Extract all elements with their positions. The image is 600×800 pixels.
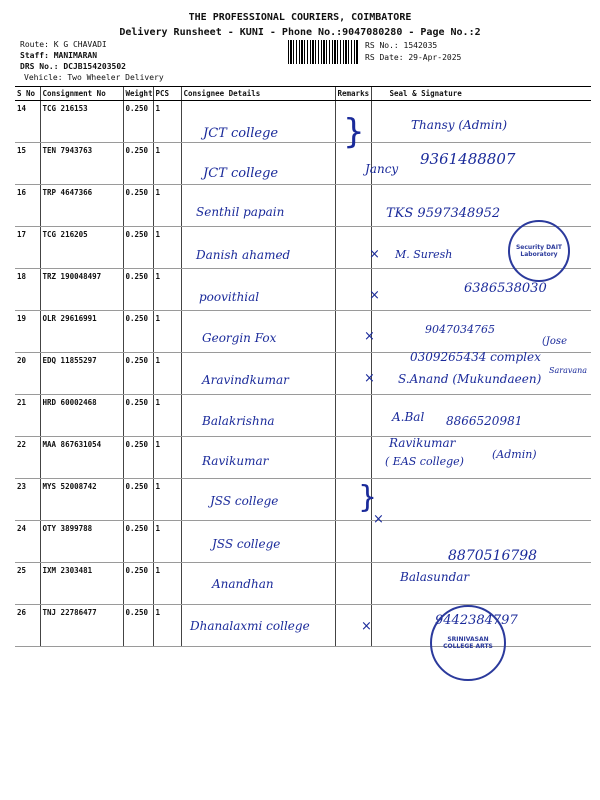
hw-seal: (Jose xyxy=(542,336,567,347)
hw-seal: 6386538030 xyxy=(464,281,547,296)
cell-sno: 19 xyxy=(15,311,40,353)
hw-consignee: poovithial xyxy=(199,290,260,304)
hw-consignee: Senthil papain xyxy=(196,205,285,219)
cell-weight: 0.250 xyxy=(123,395,153,437)
cell-consignment: OLR 29616991 xyxy=(40,311,123,353)
hw-seal: 9442384797 xyxy=(435,613,518,628)
cell-consignment: MAA 867631054 xyxy=(40,437,123,479)
hw-seal: (Admin) xyxy=(492,448,537,461)
cell-sno: 15 xyxy=(15,143,40,185)
hw-seal: 8866520981 xyxy=(446,414,523,428)
hw-consignee: Aravindkumar xyxy=(202,373,289,387)
cell-sno: 26 xyxy=(15,605,40,647)
cell-remarks xyxy=(335,395,371,437)
cell-consignment: TEN 7943763 xyxy=(40,143,123,185)
cell-pcs: 1 xyxy=(153,101,181,143)
table-row xyxy=(15,185,591,227)
vehicle-label: Vehicle: Two Wheeler Delivery xyxy=(24,73,164,82)
hw-seal: 9047034765 xyxy=(425,323,495,336)
remarks-cross-mark: × xyxy=(364,371,375,386)
cell-weight: 0.250 xyxy=(123,563,153,605)
hw-consignee: Anandhan xyxy=(212,577,274,591)
cell-consignment: TRZ 190048497 xyxy=(40,269,123,311)
hw-consignee: JCT college xyxy=(203,126,279,141)
col-remarks: Remarks xyxy=(335,87,371,101)
cell-consignment: TRP 4647366 xyxy=(40,185,123,227)
cell-pcs: 1 xyxy=(153,227,181,269)
cell-consignment: TCG 216205 xyxy=(40,227,123,269)
cell-remarks xyxy=(335,437,371,479)
cell-sno: 16 xyxy=(15,185,40,227)
cell-sno: 17 xyxy=(15,227,40,269)
hw-seal: Jancy xyxy=(365,162,399,176)
hw-seal: A.Bal xyxy=(392,410,425,424)
cell-sno: 22 xyxy=(15,437,40,479)
cell-weight: 0.250 xyxy=(123,521,153,563)
col-sno: S No xyxy=(15,87,40,101)
cell-pcs: 1 xyxy=(153,605,181,647)
cell-weight: 0.250 xyxy=(123,269,153,311)
hw-seal: TKS 9597348952 xyxy=(386,206,501,221)
cell-weight: 0.250 xyxy=(123,479,153,521)
college-seal-stamp: SRINIVASAN COLLEGE ARTS xyxy=(430,605,506,681)
cell-pcs: 1 xyxy=(153,395,181,437)
cell-consignment: TCG 216153 xyxy=(40,101,123,143)
route-label: Route: K G CHAVADI xyxy=(20,40,107,49)
cell-sno: 14 xyxy=(15,101,40,143)
remarks-cross-mark: × xyxy=(373,512,384,527)
cell-weight: 0.250 xyxy=(123,605,153,647)
hw-consignee: Ravikumar xyxy=(202,454,269,468)
cell-weight: 0.250 xyxy=(123,143,153,185)
hw-consignee: Dhanalaxmi college xyxy=(190,619,310,633)
table-row xyxy=(15,227,591,269)
cell-weight: 0.250 xyxy=(123,185,153,227)
cell-weight: 0.250 xyxy=(123,101,153,143)
table-row xyxy=(15,563,591,605)
cell-sno: 18 xyxy=(15,269,40,311)
cell-weight: 0.250 xyxy=(123,437,153,479)
cell-pcs: 1 xyxy=(153,311,181,353)
hw-seal: Ravikumar xyxy=(389,436,456,450)
table-row xyxy=(15,311,591,353)
hw-consignee: JSS college xyxy=(212,537,281,551)
remarks-cross-mark: × xyxy=(369,247,380,262)
cell-pcs: 1 xyxy=(153,521,181,563)
col-seal: Seal & Signature xyxy=(371,87,591,101)
hw-seal: 8870516798 xyxy=(448,548,538,564)
cell-pcs: 1 xyxy=(153,563,181,605)
cell-remarks xyxy=(335,227,371,269)
hw-consignee: Danish ahamed xyxy=(196,248,291,262)
cell-consignment: MYS 52008742 xyxy=(40,479,123,521)
drs-number: DRS No.: DCJB154203502 xyxy=(20,62,126,71)
hw-seal: M. Suresh xyxy=(395,248,453,261)
cell-weight: 0.250 xyxy=(123,227,153,269)
company-title: THE PROFESSIONAL COURIERS, COIMBATORE xyxy=(188,12,412,23)
cell-remarks xyxy=(335,521,371,563)
cell-consignment: IXM 2303481 xyxy=(40,563,123,605)
cell-pcs: 1 xyxy=(153,353,181,395)
cell-weight: 0.250 xyxy=(123,311,153,353)
remarks-cross-mark: × xyxy=(369,288,380,303)
remarks-cross-mark: × xyxy=(361,619,372,634)
cell-seal xyxy=(371,479,591,521)
col-consignment: Consignment No xyxy=(40,87,123,101)
cell-pcs: 1 xyxy=(153,143,181,185)
hw-consignee: Georgin Fox xyxy=(202,331,277,345)
table-header-row xyxy=(15,87,591,101)
col-consignee: Consignee Details xyxy=(181,87,335,101)
cell-consignment: OTY 3899788 xyxy=(40,521,123,563)
cell-remarks xyxy=(335,185,371,227)
hw-seal: 9361488807 xyxy=(420,150,516,168)
hw-consignee: JCT college xyxy=(203,166,279,181)
cell-remarks xyxy=(335,563,371,605)
remarks-bracket-mark: } xyxy=(343,112,365,152)
col-pcs: PCS xyxy=(153,87,181,101)
col-weight: Weight xyxy=(123,87,153,101)
cell-sno: 23 xyxy=(15,479,40,521)
hw-seal: Saravana xyxy=(549,366,588,375)
cell-consignment: EDQ 11855297 xyxy=(40,353,123,395)
rs-date: RS Date: 29-Apr-2025 xyxy=(365,53,462,62)
staff-label: Staff: MANIMARAN xyxy=(20,51,98,60)
hw-consignee: JSS college xyxy=(210,494,279,508)
remarks-bracket-mark: } xyxy=(358,480,378,515)
security-stamp: Security DAIT Laboratory xyxy=(508,220,570,282)
cell-sno: 21 xyxy=(15,395,40,437)
cell-sno: 20 xyxy=(15,353,40,395)
cell-sno: 24 xyxy=(15,521,40,563)
hw-seal: S.Anand (Mukundaeen) xyxy=(398,372,542,386)
hw-seal: 0309265434 complex xyxy=(410,350,541,364)
cell-pcs: 1 xyxy=(153,437,181,479)
table-row xyxy=(15,479,591,521)
hw-seal: Balasundar xyxy=(400,570,470,584)
cell-remarks xyxy=(335,269,371,311)
cell-sno: 25 xyxy=(15,563,40,605)
cell-pcs: 1 xyxy=(153,185,181,227)
hw-seal: Thansy (Admin) xyxy=(411,118,508,132)
cell-pcs: 1 xyxy=(153,479,181,521)
rs-number: RS No.: 1542035 xyxy=(365,41,438,50)
cell-pcs: 1 xyxy=(153,269,181,311)
runsheet-subtitle: Delivery Runsheet - KUNI - Phone No.:9047080280 - Page No.:2 xyxy=(119,27,481,38)
cell-consignment: TNJ 22786477 xyxy=(40,605,123,647)
barcode xyxy=(288,40,358,64)
remarks-cross-mark: × xyxy=(364,329,375,344)
cell-consignment: HRD 60002468 xyxy=(40,395,123,437)
hw-seal: ( EAS college) xyxy=(385,455,464,468)
hw-consignee: Balakrishna xyxy=(202,414,275,428)
cell-weight: 0.250 xyxy=(123,353,153,395)
